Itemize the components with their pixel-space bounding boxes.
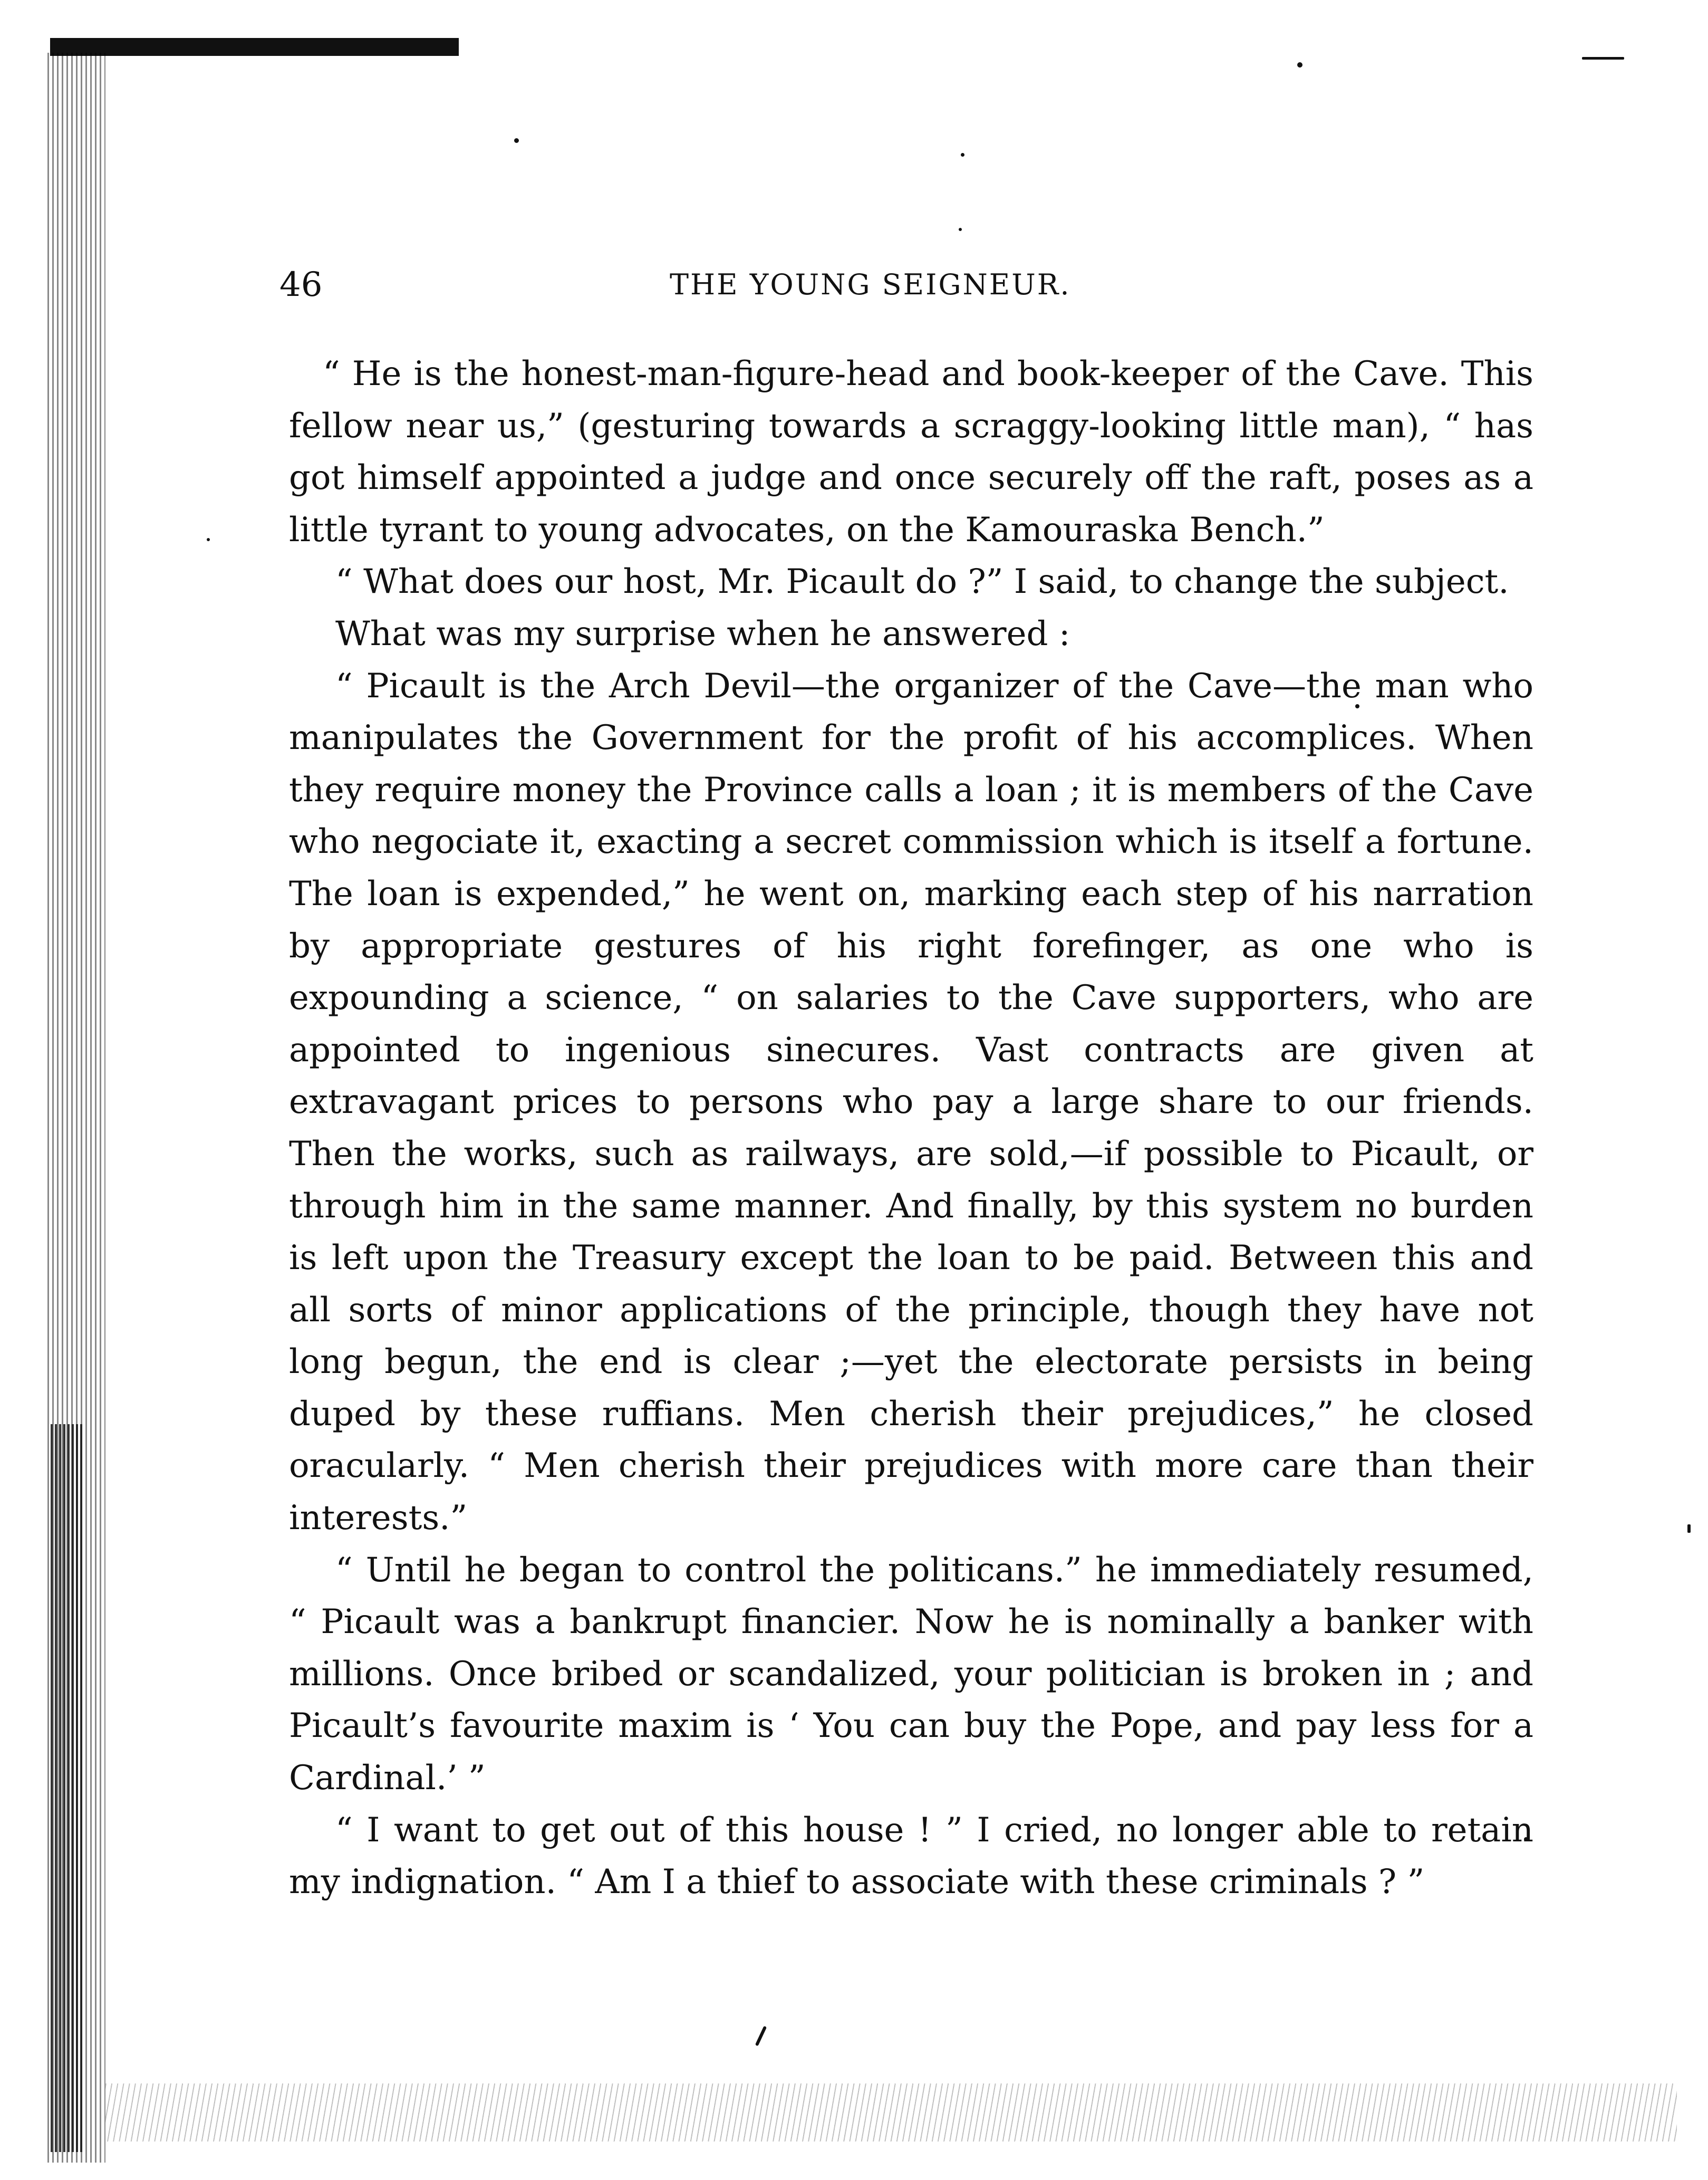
speck xyxy=(207,538,210,541)
running-title: THE YOUNG SEIGNEUR. xyxy=(670,268,1071,301)
scan-binding-shadow-dark xyxy=(51,1424,82,2152)
speck xyxy=(1687,1524,1691,1533)
speck xyxy=(1582,57,1624,60)
paragraph: “ He is the honest-man-figure-head and book-keeper of the Cave. This fellow near us,” (gesturing towards a scraggy-looking little man), “ has got himself appointed a judge and once securely off the raft, poses as a little tyrant to young advocates, on the Kamouraska Bench.” xyxy=(289,354,1533,550)
paragraph: “ Picault is the Arch Devil—the organizer of the Cave—the man who manipulates the Government for the profit of his accomplices. When they require money the Province calls a loan ; it is members of the Cave who negociate it, exacting a secret commission which is itself a fortune. The loan is expended,” he went on, marking each step of his narration by appropriate gestures of his right forefinger, as one who is expounding a science, “ on salaries to the Cave supporters, who are appointed to ingenious sinecures. Vast contracts are given at extravagant prices to persons who pay a large share to our friends. Then the works, such as railways, are sold,—if possible to Picault, or through him in the same manner. And finally, by this system no burden is left upon the Treasury except the loan to be paid. Between this and all sorts of minor applications of the principle, though they have not long begun, the end is clear ;—yet the electorate persists in being duped by these ruffians. Men cherish their prejudices,” he closed oracularly. “ Men cherish their prejudices with more care than their interests.” xyxy=(289,666,1533,1538)
paragraph: “ What does our host, Mr. Picault do ?” I said, to change the subject. xyxy=(335,562,1509,602)
paragraph: What was my surprise when he answered : xyxy=(335,614,1070,654)
page-number: 46 xyxy=(279,265,323,304)
speck xyxy=(514,138,519,143)
speck xyxy=(1297,62,1302,68)
paragraph: “ Until he began to control the politicans.” he immediately resumed, “ Picault was a bankrupt financier. Now he is nominally a banker with millions. Once bribed or scandalized, your politician is broken in ; and Picault’s favourite maxim is ‘ You can buy the Pope, and pay less for a Cardinal.’ ” xyxy=(289,1550,1533,1798)
speck xyxy=(755,2026,767,2047)
scan-bottom-noise xyxy=(105,2083,1677,2141)
scan-edge-bar xyxy=(50,38,459,56)
paragraph: “ I want to get out of this house ! ” I cried, no longer able to retain my indignation. “ Am I a thief to associate with these criminals ? ” xyxy=(289,1810,1533,1902)
running-head xyxy=(279,264,1508,306)
speck xyxy=(959,228,962,231)
page-body xyxy=(289,348,1533,1908)
speck xyxy=(961,153,964,157)
